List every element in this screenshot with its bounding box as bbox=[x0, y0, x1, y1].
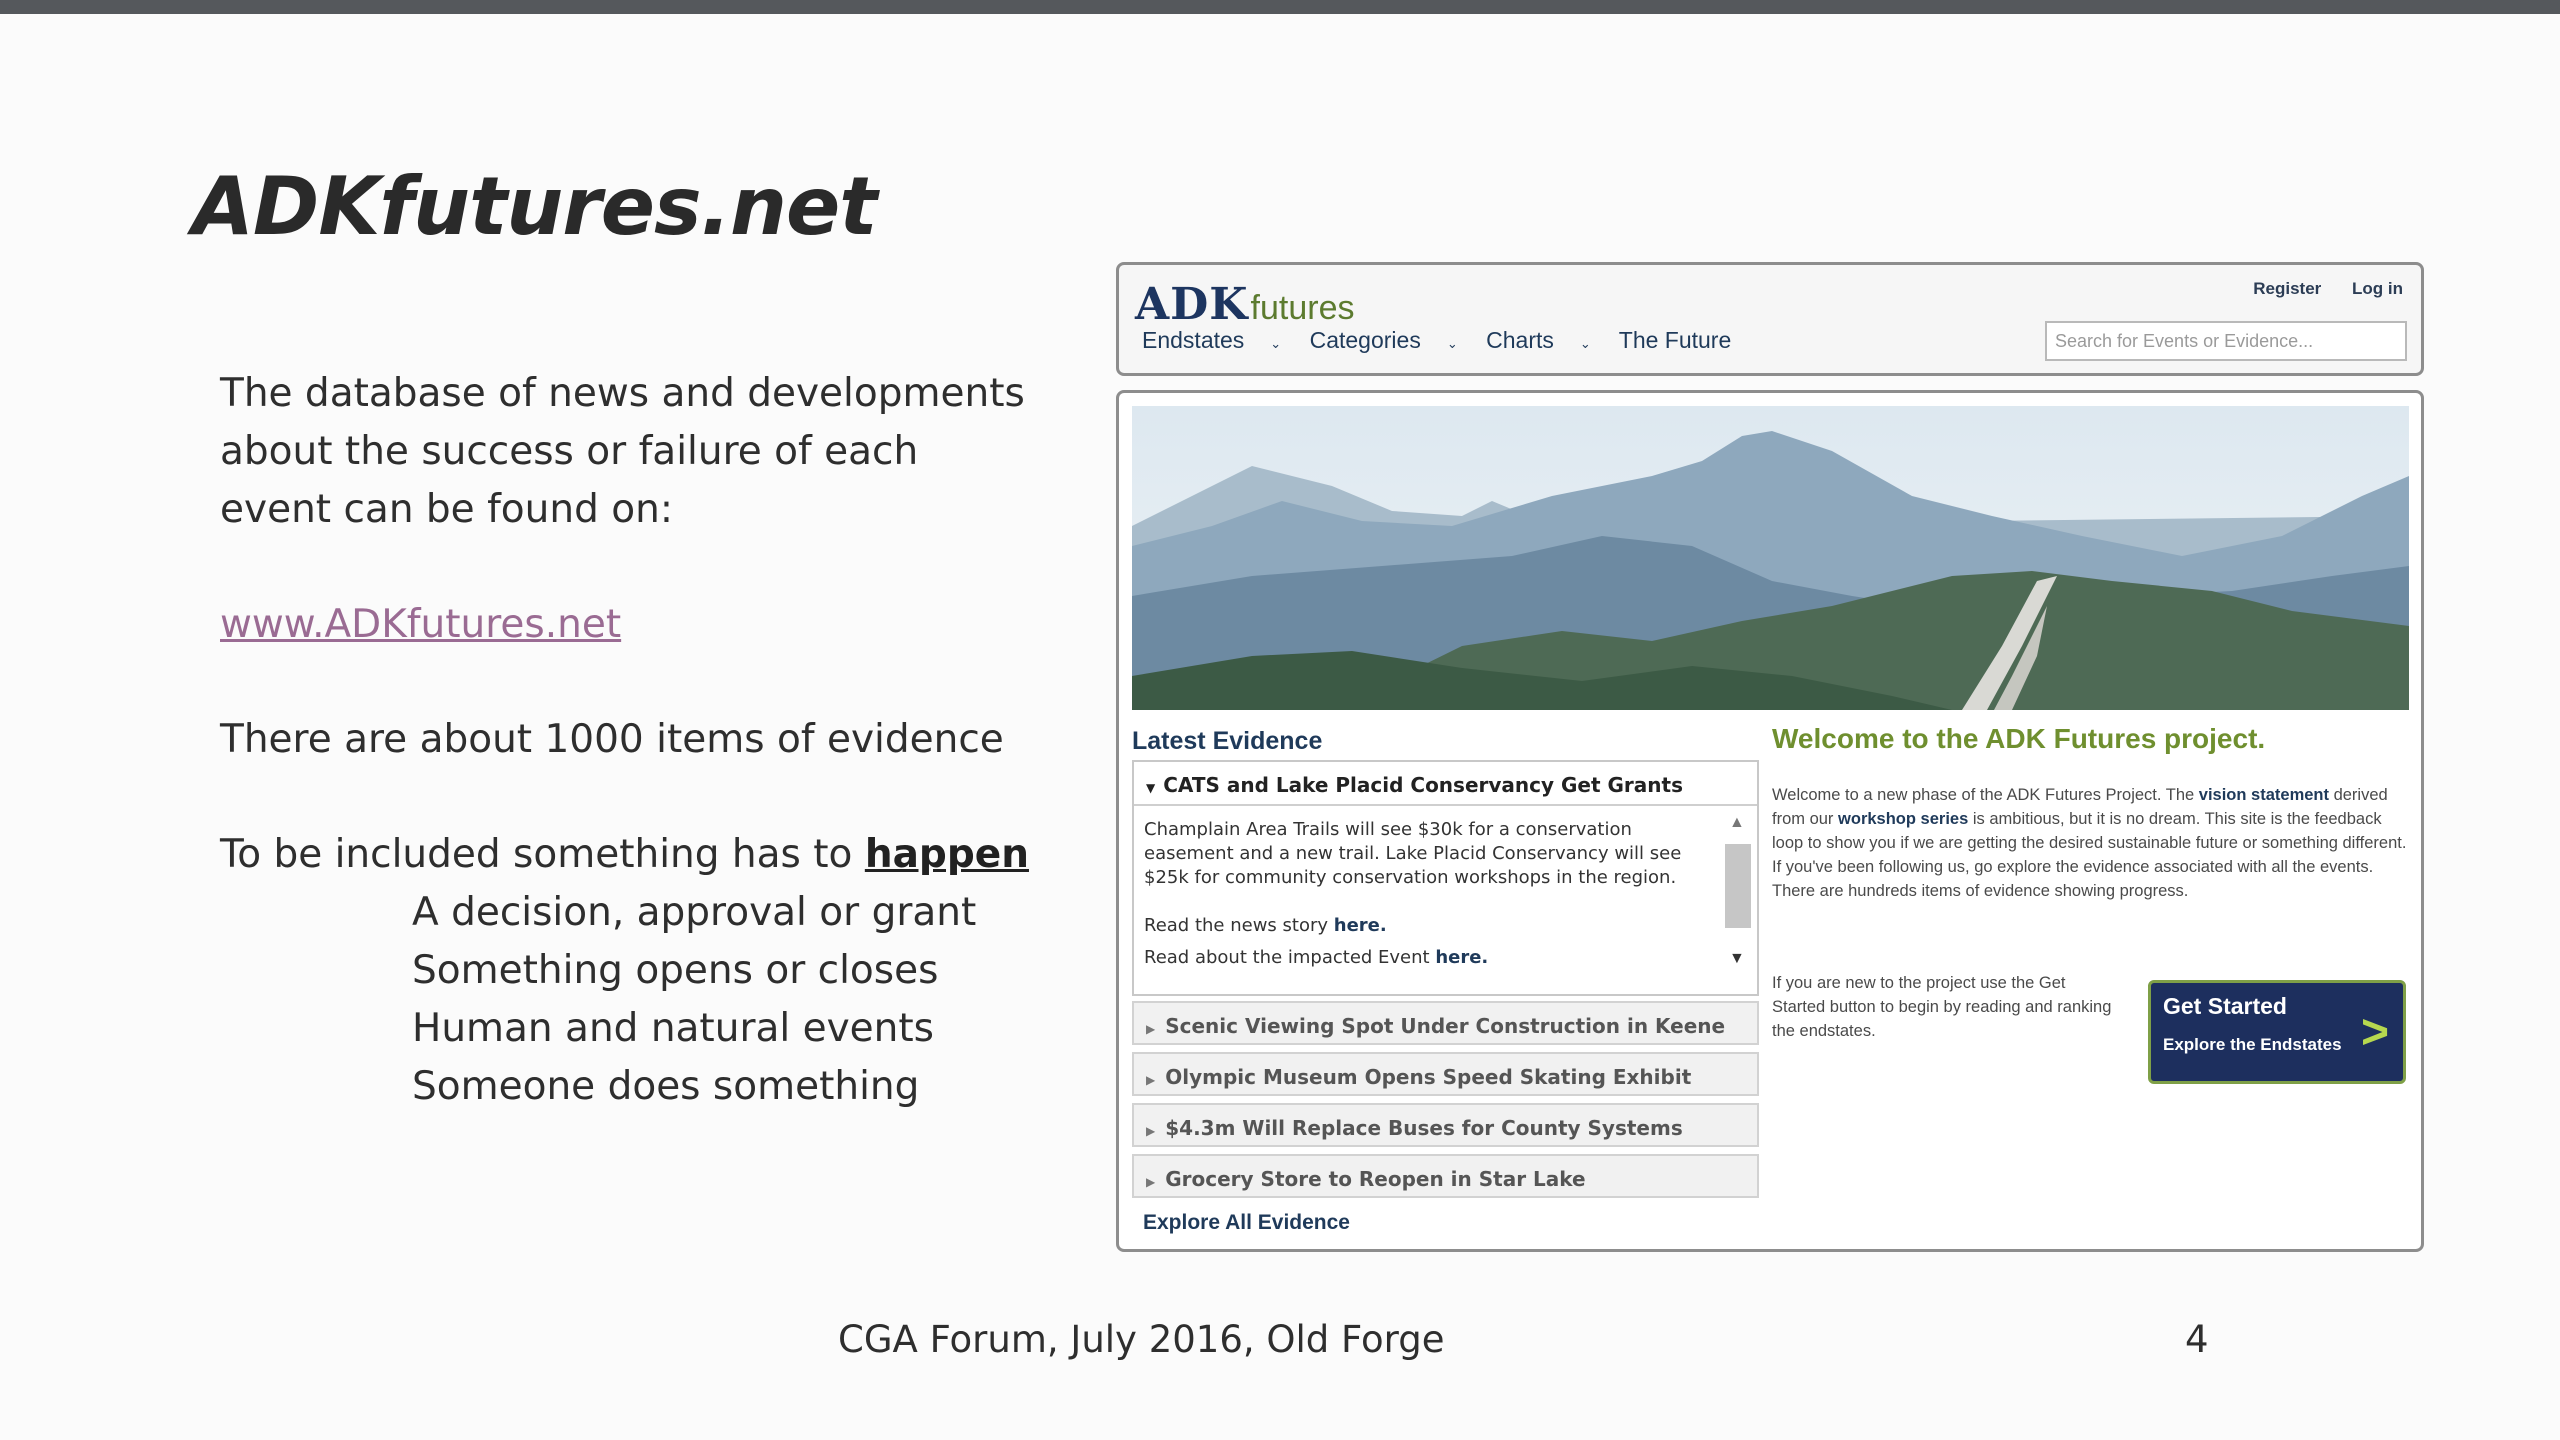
chevron-down-icon: ⌄ bbox=[1270, 336, 1282, 351]
evidence-open-header[interactable]: ▼ CATS and Lake Placid Conservancy Get Grants bbox=[1134, 762, 1757, 806]
nav-the-future[interactable]: The Future bbox=[1618, 327, 1732, 353]
site-header bbox=[1116, 262, 2424, 376]
adkfutures-link[interactable]: www.ADKfutures.net bbox=[220, 602, 622, 647]
window-top-bar bbox=[0, 0, 2560, 14]
intro-line-2: about the success or failure of each bbox=[220, 429, 919, 474]
evidence-text: Champlain Area Trails will see $30k for a conservation easement and a new trail. Lake Placid Conservancy will see $25k for community conservation workshops in the region. bbox=[1144, 819, 1682, 888]
workshop-series-link[interactable]: workshop series bbox=[1838, 810, 1969, 828]
evidence-count: There are about 1000 items of evidence bbox=[220, 717, 1004, 762]
intro-line-3: event can be found on: bbox=[220, 487, 673, 532]
impacted-event-link[interactable]: here. bbox=[1435, 947, 1489, 968]
criteria-item: Someone does something bbox=[412, 1064, 920, 1109]
site-body bbox=[1116, 390, 2424, 1252]
evidence-item[interactable]: ▶ $4.3m Will Replace Buses for County Systems bbox=[1132, 1103, 1759, 1147]
login-link[interactable]: Log in bbox=[2352, 279, 2403, 298]
triangle-right-icon: ▶ bbox=[1146, 1124, 1156, 1138]
get-started-text: If you are new to the project use the Get Started button to begin by reading and ranking the endstates. bbox=[1772, 974, 2112, 1040]
intro-line-1: The database of news and developments bbox=[220, 371, 1025, 416]
scrollbar[interactable] bbox=[1723, 810, 1753, 992]
nav-categories[interactable]: Categories ⌄ bbox=[1309, 327, 1458, 353]
arrow-right-icon: > bbox=[2360, 1006, 2389, 1059]
triangle-right-icon: ▶ bbox=[1146, 1175, 1156, 1189]
evidence-item[interactable]: ▶ Scenic Viewing Spot Under Construction in Keene bbox=[1132, 1001, 1759, 1045]
scroll-up-icon[interactable]: ▲ bbox=[1729, 814, 1745, 831]
scroll-down-icon[interactable]: ▼ bbox=[1729, 950, 1745, 967]
welcome-text: Welcome to a new phase of the ADK Futures Project. The vision statement derived from our workshop series is ambitious, but it is no dream. This site is the feedback loop to show you if we are getting the desired sustainable future or something different. If you've been following us, go explore the evidence associated with all the events. There are hundreds items of evidence showing progress. bbox=[1772, 786, 2407, 900]
get-started-button[interactable]: Get Started Explore the Endstates > bbox=[2148, 980, 2406, 1084]
news-story-link[interactable]: here. bbox=[1333, 915, 1387, 936]
register-link[interactable]: Register bbox=[2253, 279, 2322, 298]
slide-body bbox=[220, 365, 1070, 1116]
scroll-thumb[interactable] bbox=[1725, 844, 1751, 928]
chevron-down-icon: ⌄ bbox=[1446, 336, 1458, 351]
latest-evidence-title: Latest Evidence bbox=[1132, 727, 1323, 755]
triangle-right-icon: ▶ bbox=[1146, 1022, 1156, 1036]
evidence-item[interactable]: ▶ Olympic Museum Opens Speed Skating Exhibit bbox=[1132, 1052, 1759, 1096]
evidence-item[interactable]: ▶ Grocery Store to Reopen in Star Lake bbox=[1132, 1154, 1759, 1198]
happen-emphasis: happen bbox=[864, 832, 1029, 877]
explore-all-evidence-link[interactable]: Explore All Evidence bbox=[1143, 1211, 1350, 1234]
chevron-down-icon: ⌄ bbox=[1579, 336, 1591, 351]
page-number: 4 bbox=[2185, 1318, 2209, 1361]
auth-links bbox=[2227, 279, 2403, 299]
nav-charts[interactable]: Charts ⌄ bbox=[1486, 327, 1591, 353]
triangle-down-icon: ▼ bbox=[1146, 781, 1156, 795]
site-logo[interactable]: ADKfutures bbox=[1135, 279, 1355, 330]
evidence-open-item bbox=[1132, 760, 1759, 996]
nav-endstates[interactable]: Endstates ⌄ bbox=[1142, 327, 1282, 353]
criteria-lead: To be included something has to happen bbox=[220, 832, 1029, 877]
triangle-right-icon: ▶ bbox=[1146, 1073, 1156, 1087]
criteria-item: Human and natural events bbox=[412, 1006, 935, 1051]
mountain-hero-image bbox=[1132, 406, 2409, 710]
search-input[interactable]: Search for Events or Evidence... bbox=[2045, 321, 2407, 361]
slide-title: ADKfutures.net bbox=[192, 160, 877, 253]
evidence-open-content: Champlain Area Trails will see $30k for a conservation easement and a new trail. Lake Placid Conservancy will see $25k for community conservation workshops in the region. Read the news story here. Read about the impacted Event here. bbox=[1144, 818, 1704, 970]
criteria-item: A decision, approval or grant bbox=[412, 890, 977, 935]
criteria-item: Something opens or closes bbox=[412, 948, 939, 993]
vision-statement-link[interactable]: vision statement bbox=[2198, 786, 2329, 804]
slide-footer: CGA Forum, July 2016, Old Forge bbox=[838, 1318, 1445, 1361]
site-nav bbox=[1142, 327, 1753, 354]
welcome-title: Welcome to the ADK Futures project. bbox=[1772, 723, 2266, 754]
